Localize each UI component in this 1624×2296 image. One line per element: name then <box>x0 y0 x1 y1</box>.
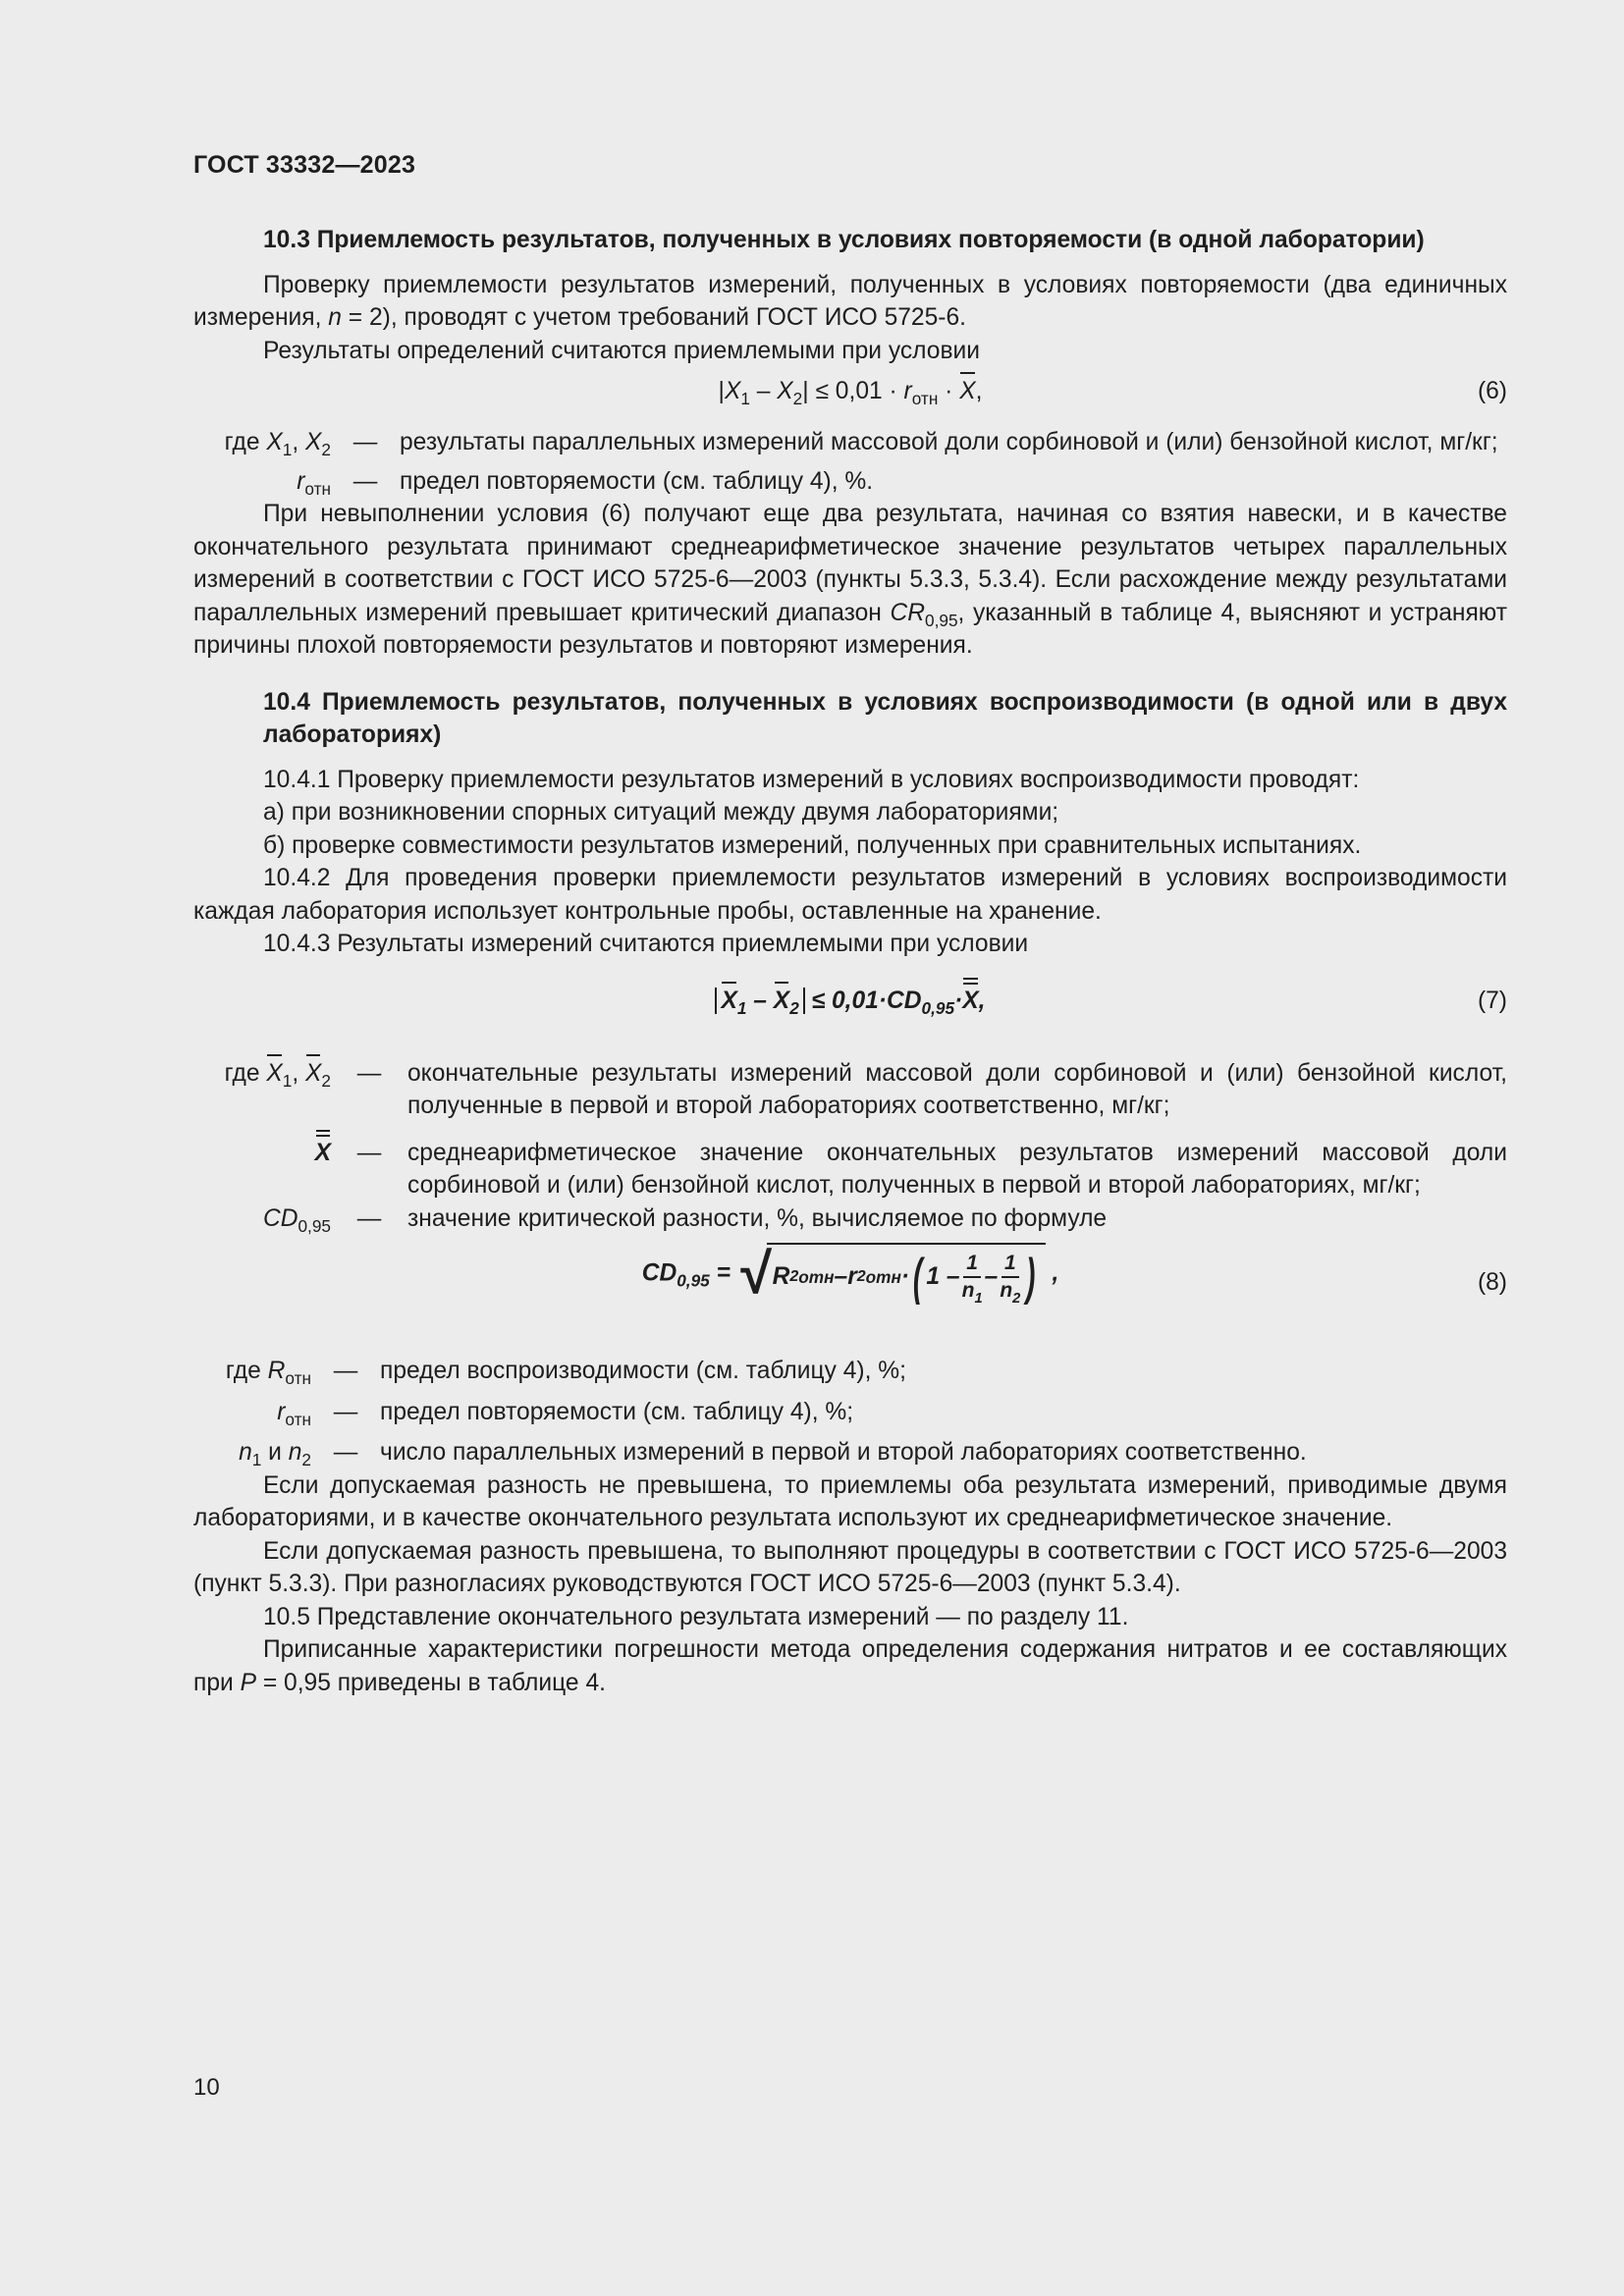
paragraph: 10.5 Представление окончательного результата измерений — по разделу 11. <box>263 1603 1129 1630</box>
paragraph: Приписанные характеристики погрешности метода определения содержания нитратов и ее составляющих при P = 0,95 приведены в таблице 4. <box>193 1636 1507 1696</box>
paragraph: Результаты определений считаются приемлемыми при условии <box>263 337 981 364</box>
formula-6-expression: $|X_1 - X_2| \le 0,01 \cdot r_{отн} \cdot X$, <box>193 375 1507 408</box>
definition-row: где $R_{отн}$ — предел воспроизводимости (см. таблицу 4), %; <box>193 1355 1507 1388</box>
paragraph: 10.4.2 Для проведения проверки приемлемости результатов измерений в условиях воспроизводимости каждая лаборатория использует контрольные пробы, оставленные на хранение. <box>193 865 1507 925</box>
definition-row: $n_1$ и $n_2$ — число параллельных измерений в первой и второй лабораториях соответственно. <box>193 1436 1507 1469</box>
definition-row: где $X_1$, $X_2$ — окончательные результаты измерений массовой доли сорбиновой и (или) бензойной кислот, полученные в первой и второй лабораториях соответственно, мг/кг; <box>193 1057 1507 1123</box>
definition-text: окончательные результаты измерений массовой доли сорбиновой и (или) бензойной кислот, полученные в первой и второй лабораториях соответственно, мг/кг; <box>407 1059 1507 1119</box>
definition-text: предел повторяемости (см. таблицу 4), %. <box>400 467 874 495</box>
definition-text: среднеарифметическое значение окончательных результатов измерений массовой доли сорбиновой и (или) бензойной кислот, полученных в первой и второй лабораториях, мг/кг; <box>407 1139 1507 1199</box>
document-header: ГОСТ 33332—2023 <box>193 151 416 179</box>
paragraph: Если допускаемая разность не превышена, то приемлемы оба результата измерений, приводимые двумя лабораториями, и в качестве окончательного результата используют их среднеарифметическое значение. <box>193 1471 1507 1531</box>
definition-row: $r_{отн}$ — предел повторяемости (см. таблицу 4), %. <box>193 465 1507 499</box>
definition-term: где $X_1$, $X_2$ <box>224 429 331 459</box>
definition-row: где $X_1$, $X_2$ — результаты параллельных измерений массовой доли сорбиновой и (или) бензойной кислот, мг/кг; <box>193 426 1507 459</box>
paragraph: Если допускаемая разность превышена, то выполняют процедуры в соответствии с ГОСТ ИСО 5725-6—2003 (пункт 5.3.3). При разногласиях руководствуются ГОСТ ИСО 5725-6—2003 (пункт 5.3.4). <box>193 1537 1507 1597</box>
page-number: 10 <box>193 2074 220 2101</box>
definition-term: X <box>193 1137 331 1170</box>
formula-7-expression: $X_1 - X_2 \le 0,01\cdot CD_{0,95}\cdot X$, <box>193 985 1507 1018</box>
definition-text: предел повторяемости (см. таблицу 4), %; <box>380 1398 854 1425</box>
formula-6-number: (6) <box>1477 378 1507 404</box>
definition-term: $r_{отн}$ <box>297 467 331 499</box>
definition-row: $r_{отн}$ — предел повторяемости (см. таблицу 4), %; <box>193 1396 1507 1429</box>
paragraph: При невыполнении условия (6) получают еще два результата, начиная со взятия навески, и в качестве окончательного результата принимают среднеарифметическое значение результатов четырех параллельных измерений в соответствии с ГОСТ ИСО 5725-6—2003 (пункты 5.3.3, 5.3.4). Если расхождение между результатами параллельных измерений превышает критический диапазон $CR_{0,95}$, указанный в таблице 4, выясняют и устраняют причины плохой повторяемости результатов и повторяют измерения. <box>193 501 1507 659</box>
section-10-3-heading: 10.3 Приемлемость результатов, полученных в условиях повторяемости (в одной лаборатории) <box>263 227 1425 253</box>
definition-term: где $X_1$, $X_2$ <box>193 1057 331 1091</box>
definition-row: $CD_{0,95}$ — значение критической разности, %, вычисляемое по формуле <box>193 1202 1507 1236</box>
definition-row: X — среднеарифметическое значение окончательных результатов измерений массовой доли сорбиновой и (или) бензойной кислот, полученных в первой и второй лабораториях, мг/кг; <box>193 1137 1507 1202</box>
definition-term: $r_{отн}$ <box>277 1398 311 1429</box>
definition-text: число параллельных измерений в первой и второй лабораториях соответственно. <box>380 1439 1307 1466</box>
definition-text: предел воспроизводимости (см. таблицу 4), %; <box>380 1358 906 1384</box>
formula-6 <box>193 367 1507 422</box>
paragraph: а) при возникновении спорных ситуаций между двумя лабораториями; <box>263 799 1059 826</box>
paragraph: 10.4.3 Результаты измерений считаются приемлемыми при условии <box>263 931 1029 957</box>
paragraph: 10.4.1 Проверку приемлемости результатов измерений в условиях воспроизводимости проводят: <box>263 766 1360 793</box>
definitions-7 <box>193 1057 1507 1236</box>
document-body <box>193 224 1507 1699</box>
formula-7-number: (7) <box>1477 987 1507 1014</box>
definition-term: где $R_{отн}$ <box>225 1358 311 1388</box>
section-10-4-heading: 10.4 Приемлемость результатов, полученных в условиях воспроизводимости (в одной или в двух лабораториях) <box>263 688 1507 748</box>
definition-term: $CD_{0,95}$ <box>262 1204 331 1236</box>
paragraph: б) проверке совместимости результатов измерений, полученных при сравнительных испытаниях. <box>263 831 1362 859</box>
definition-text: значение критической разности, %, вычисляемое по формуле <box>407 1204 1108 1232</box>
formula-8-number: (8) <box>1477 1269 1507 1296</box>
definitions-8 <box>193 1355 1507 1469</box>
definition-text: результаты параллельных измерений массовой доли сорбиновой и (или) бензойной кислот, мг/кг; <box>400 429 1498 455</box>
paragraph: Проверку приемлемости результатов измерений, полученных в условиях повторяемости (два единичных измерения, n = 2), проводят с учетом требований ГОСТ ИСО 5725-6. <box>193 271 1507 331</box>
definitions-6 <box>193 426 1507 498</box>
definition-term: $n_1$ и $n_2$ <box>239 1439 311 1469</box>
formula-8 <box>193 1235 1507 1345</box>
formula-7 <box>193 961 1507 1038</box>
formula-8-expression: $CD_{0,95}$ = √ R 2 отн – r 2 отн · ( 1 – $\frac{1}{n_1}$ – $\frac{1}{n_2}$ ) , <box>641 1242 1059 1307</box>
